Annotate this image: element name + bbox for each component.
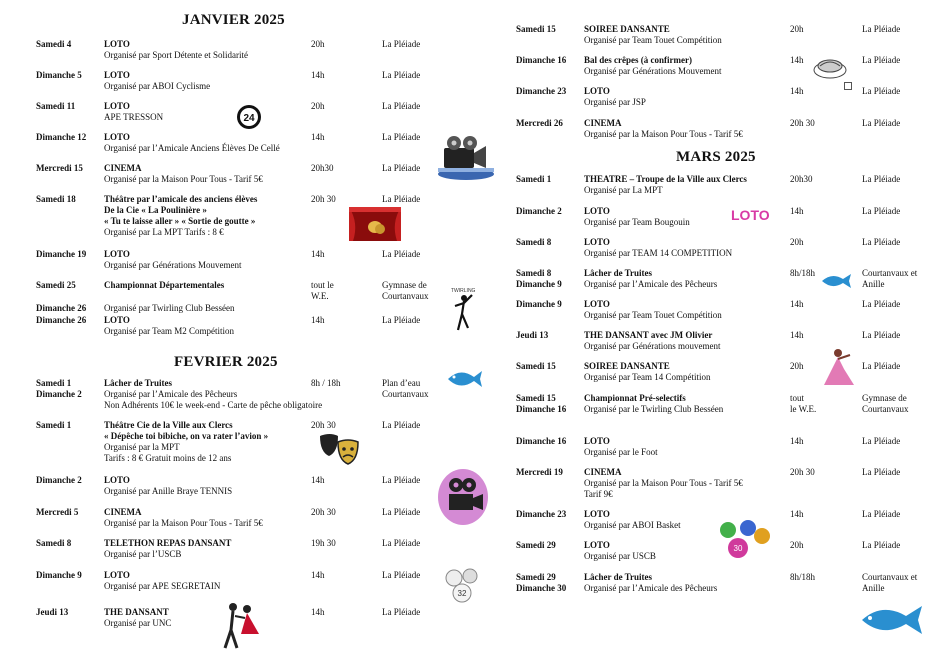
event-detail: Organisé par APE SEGRETAIN (104, 581, 221, 591)
event-detail: Organisé par le Foot (584, 447, 658, 457)
event-place: La Pléiade (382, 194, 421, 204)
event-place: La Pléiade (862, 86, 901, 96)
event-title: THE DANSANT (104, 607, 169, 617)
event-detail: Organisé par la Maison Pour Tous - Tarif 5€ (104, 518, 263, 528)
event-place: La Pléiade (862, 330, 901, 340)
event-title: THE DANSANT avec JM Olivier (584, 330, 713, 340)
event-place: La Pléiade (382, 607, 421, 617)
event-day: Samedi 1 (36, 378, 72, 388)
event-time: 20h 30 (311, 194, 336, 204)
event-time: 20h (790, 361, 804, 371)
event-time: 20h 30 (311, 507, 336, 517)
event-detail: Organisé par la Maison Pour Tous - Tarif 5€ (104, 174, 263, 184)
event-time-second: le W.E. (790, 404, 817, 414)
event-detail: Organisé par JSP (584, 97, 646, 107)
event-detail: Organisé par la Maison Pour Tous - Tarif 5€ (584, 129, 743, 139)
event-place: La Pléiade (382, 132, 421, 142)
event-time: 20h (790, 24, 804, 34)
event-title: LOTO (104, 101, 130, 111)
event-title: LOTO (104, 475, 130, 485)
event-time: 20h30 (790, 174, 813, 184)
dancing-couple-icon (215, 600, 265, 652)
event-detail: Non Adhérents 10€ le week-end - Carte de pêche obligatoire (104, 400, 323, 410)
event-day: Samedi 15 (516, 361, 556, 371)
event-detail: Organisé par Générations Mouvement (104, 260, 242, 270)
event-title: Théâtre par l’amicale des anciens élèves (104, 194, 258, 204)
event-place: La Pléiade (382, 538, 421, 548)
event-day: Samedi 29 (516, 572, 556, 582)
event-day: Samedi 15 (516, 393, 556, 403)
event-place: La Pléiade (862, 174, 901, 184)
event-place: Gymnase de (382, 280, 427, 290)
loto-ball-number: 32 (457, 589, 467, 598)
trout-fish-icon (444, 365, 484, 391)
event-detail: Organisé par le Twirling Club Besséen (584, 404, 724, 414)
event-place: La Pléiade (382, 249, 421, 259)
event-title: LOTO (104, 315, 130, 325)
event-day: Samedi 1 (36, 420, 72, 430)
event-detail: Organisé par la MPT (104, 442, 180, 452)
event-time: 14h (311, 570, 325, 580)
event-place-second: Anille (862, 279, 885, 289)
event-detail: Organisé par l’Amicale des Pêcheurs (104, 389, 238, 399)
event-time: 14h (790, 330, 804, 340)
event-day: Mercredi 26 (516, 118, 563, 128)
event-title: LOTO (104, 70, 130, 80)
event-place: La Pléiade (382, 315, 421, 325)
event-time: 19h 30 (311, 538, 336, 548)
event-title: LOTO (584, 299, 610, 309)
event-day: Dimanche 5 (36, 70, 82, 80)
event-detail: Organisé par Anille Braye TENNIS (104, 486, 233, 496)
loto-balls-icon (440, 566, 484, 604)
event-title: LOTO (104, 570, 130, 580)
event-time: 14h (790, 206, 804, 216)
event-day: Jeudi 13 (36, 607, 69, 617)
event-detail: Organisé par TEAM 14 COMPETITION (584, 248, 733, 258)
event-detail: Organisé par USCB (584, 551, 656, 561)
twirling-dancer-icon (450, 286, 476, 332)
event-place: La Pléiade (862, 540, 901, 550)
event-place: La Pléiade (862, 361, 901, 371)
event-title: CINEMA (104, 507, 142, 517)
event-detail: Organisé par La MPT Tarifs : 8 € (104, 227, 224, 237)
event-place: La Pléiade (862, 24, 901, 34)
event-time: 14h (790, 55, 804, 65)
event-place-second: Courtanvaux (382, 389, 429, 399)
event-detail: Organisé par Team 14 Compétition (584, 372, 711, 382)
event-detail: Tarif 9€ (584, 489, 613, 499)
svg-text:TWIRLING: TWIRLING (451, 288, 476, 294)
event-place-second: Courtanvaux (862, 404, 909, 414)
event-time: 14h (790, 509, 804, 519)
event-time: 14h (790, 86, 804, 96)
event-time: 20h (790, 540, 804, 550)
event-day-second: Dimanche 9 (516, 279, 562, 289)
crepe-dish-icon (812, 52, 848, 82)
trout-fish-icon-mars-1 (819, 270, 853, 292)
event-title: TELETHON REPAS DANSANT (104, 538, 232, 548)
tresson-badge-icon (234, 104, 266, 130)
cinema-projector-icon (437, 468, 489, 526)
event-title: SOIREE DANSANTE (584, 361, 670, 371)
month-title-mars: MARS 2025 (676, 149, 756, 165)
event-place: Courtanvaux et (862, 268, 918, 278)
tresson-badge-number: 24 (243, 113, 255, 124)
event-subtitle: « Dépêche toi bibiche, on va rater l’avion » (104, 431, 269, 441)
dancer-woman-icon (818, 347, 858, 389)
event-title: LOTO (104, 132, 130, 142)
event-day: Dimanche 9 (516, 299, 562, 309)
event-detail: Organisé par la Maison Pour Tous - Tarif 5€ (584, 478, 743, 488)
event-title: Théâtre Cie de la Ville aux Clercs (104, 420, 233, 430)
event-day: Samedi 8 (36, 538, 72, 548)
event-title: LOTO (584, 237, 610, 247)
event-place: La Pléiade (862, 509, 901, 519)
event-day: Mercredi 15 (36, 163, 83, 173)
event-day: Dimanche 2 (36, 475, 82, 485)
event-time-second: W.E. (311, 291, 329, 301)
event-day: Samedi 25 (36, 280, 76, 290)
event-detail: Organisé par Team Bougouin (584, 217, 690, 227)
event-title: CINEMA (584, 118, 622, 128)
event-title: Lâcher de Truites (104, 378, 172, 388)
event-detail: Organisé par l’Amicale des Pêcheurs (584, 583, 718, 593)
loto-colored-balls-icon (716, 518, 772, 562)
event-time: 8h/18h (790, 268, 816, 278)
event-place: La Pléiade (862, 299, 901, 309)
event-day-second: Dimanche 2 (36, 389, 82, 399)
event-title: CINEMA (104, 163, 142, 173)
event-time: 20h 30 (790, 118, 815, 128)
month-title-fevrier: FEVRIER 2025 (174, 354, 278, 370)
event-detail: Organisé par l’USCB (104, 549, 182, 559)
event-place-second: Anille (862, 583, 885, 593)
event-time: 20h (311, 101, 325, 111)
event-time: tout (790, 393, 805, 403)
event-day: Dimanche 12 (36, 132, 87, 142)
event-day: Samedi 18 (36, 194, 76, 204)
event-day: Samedi 4 (36, 39, 72, 49)
event-time: 14h (311, 475, 325, 485)
event-time: 14h (311, 70, 325, 80)
event-title: LOTO (584, 206, 610, 216)
event-detail: Organisé par Twirling Club Besséen (104, 303, 235, 313)
event-place: Plan d’eau (382, 378, 421, 388)
event-time: 20h 30 (311, 420, 336, 430)
event-subtitle: « Tu te laisse aller » « Sortie de goutte » (104, 216, 256, 226)
event-time: 8h/18h (790, 572, 816, 582)
event-place: La Pléiade (382, 570, 421, 580)
event-place-second: Courtanvaux (382, 291, 429, 301)
event-time: 20h (790, 237, 804, 247)
event-day: Dimanche 2 (516, 206, 562, 216)
event-time: 14h (311, 607, 325, 617)
event-day: Dimanche 16 (516, 436, 567, 446)
event-day: Samedi 8 (516, 237, 552, 247)
event-title: LOTO (584, 540, 610, 550)
event-time: 20h (311, 39, 325, 49)
event-detail: APE TRESSON (104, 112, 164, 122)
event-place: La Pléiade (382, 163, 421, 173)
event-place: La Pléiade (382, 475, 421, 485)
event-detail: Tarifs : 8 € Gratuit moins de 12 ans (104, 453, 232, 463)
event-day-second: Dimanche 16 (516, 404, 567, 414)
event-day: Dimanche 23 (516, 86, 567, 96)
event-title: Championnat Départementales (104, 280, 225, 290)
event-title: Championnat Pré-selectifs (584, 393, 686, 403)
event-place: La Pléiade (382, 507, 421, 517)
event-day: Samedi 1 (516, 174, 552, 184)
event-day: Samedi 29 (516, 540, 556, 550)
loto-colored-ball-number: 30 (733, 544, 743, 553)
event-day: Dimanche 23 (516, 509, 567, 519)
event-place: La Pléiade (862, 467, 901, 477)
event-title: THEATRE – Troupe de la Ville aux Clercs (584, 174, 747, 184)
event-place: Courtanvaux et (862, 572, 918, 582)
event-day: Dimanche 16 (516, 55, 567, 65)
event-place: La Pléiade (862, 206, 901, 216)
event-subtitle: De la Cie « La Poulinière » (104, 205, 207, 215)
event-day: Dimanche 9 (36, 570, 82, 580)
event-place: La Pléiade (382, 420, 421, 430)
event-day: Samedi 11 (36, 101, 76, 111)
event-title: LOTO (104, 39, 130, 49)
event-time: 8h / 18h (311, 378, 341, 388)
event-place: La Pléiade (382, 101, 421, 111)
event-day: Dimanche 19 (36, 249, 87, 259)
event-detail: Organisé par l’Amicale des Pêcheurs (584, 279, 718, 289)
theatre-stage-icon (349, 207, 401, 241)
event-title: Bal des crêpes (à confirmer) (584, 55, 692, 65)
trout-fish-icon-mars-2 (858, 600, 928, 640)
event-day: Samedi 15 (516, 24, 556, 34)
event-day: Dimanche 26 (36, 303, 87, 313)
event-time: 14h (311, 249, 325, 259)
event-place: La Pléiade (862, 436, 901, 446)
event-detail: Organisé par Générations mouvement (584, 341, 721, 351)
event-day: Jeudi 13 (516, 330, 549, 340)
event-day: Mercredi 5 (36, 507, 79, 517)
event-place: La Pléiade (862, 55, 901, 65)
event-time: 20h30 (311, 163, 334, 173)
event-place: La Pléiade (862, 237, 901, 247)
loto-colorful-logo: LOTO (731, 207, 770, 223)
event-title: LOTO (104, 249, 130, 259)
event-place: La Pléiade (382, 39, 421, 49)
event-time: 14h (311, 132, 325, 142)
small-square-mark (844, 82, 852, 90)
event-detail: Organisé par Générations Mouvement (584, 66, 722, 76)
event-detail: Organisé par Team Touet Compétition (584, 310, 722, 320)
event-detail: Organisé par Sport Détente et Solidarité (104, 50, 249, 60)
event-detail: Organisé par Team Touet Compétition (584, 35, 722, 45)
event-detail: Organisé par l’Amicale Anciens Élèves De Cellé (104, 143, 280, 153)
event-detail: Organisé par ABOI Cyclisme (104, 81, 211, 91)
event-time: 14h (790, 436, 804, 446)
event-title: CINEMA (584, 467, 622, 477)
event-title: LOTO (584, 509, 610, 519)
event-title: Lâcher de Truites (584, 572, 652, 582)
event-time: 20h 30 (790, 467, 815, 477)
event-detail: Organisé par La MPT (584, 185, 663, 195)
event-title: LOTO (584, 436, 610, 446)
event-time: 14h (790, 299, 804, 309)
event-time: tout le (311, 280, 334, 290)
event-day: Dimanche 26 (36, 315, 87, 325)
cinema-film-icon (436, 134, 496, 182)
theatre-masks-icon (316, 430, 362, 470)
event-day-second: Dimanche 30 (516, 583, 567, 593)
event-detail: Organisé par UNC (104, 618, 172, 628)
event-detail: Organisé par ABOI Basket (584, 520, 681, 530)
event-detail: Organisé par Team M2 Compétition (104, 326, 235, 336)
event-day: Mercredi 19 (516, 467, 563, 477)
event-title: Lâcher de Truites (584, 268, 652, 278)
event-title: SOIREE DANSANTE (584, 24, 670, 34)
month-title-janvier: JANVIER 2025 (182, 12, 285, 28)
event-title: LOTO (584, 86, 610, 96)
event-place: Gymnase de (862, 393, 907, 403)
event-time: 14h (311, 315, 325, 325)
event-place: La Pléiade (382, 70, 421, 80)
event-place: La Pléiade (862, 118, 901, 128)
event-day: Samedi 8 (516, 268, 552, 278)
